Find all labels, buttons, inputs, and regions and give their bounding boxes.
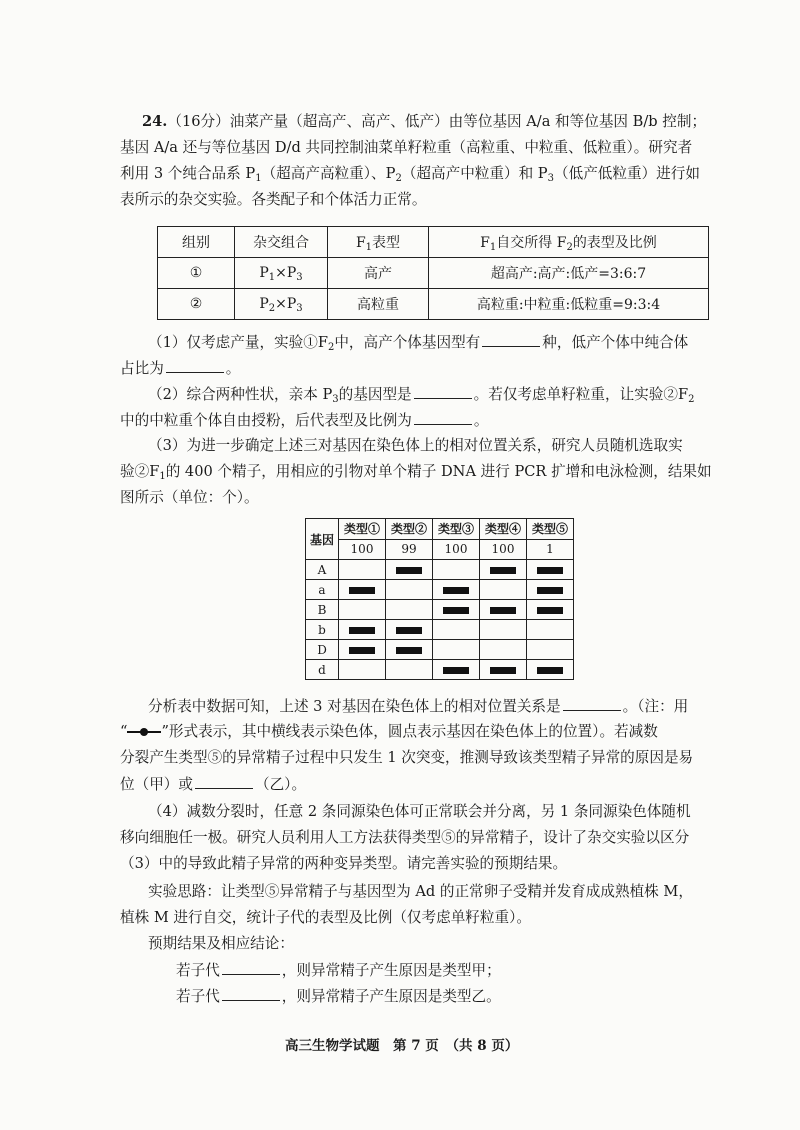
header-f1: $F_1$表型 <box>328 227 429 258</box>
f2-cell: 高粒重:中粒重:低粒重=9:3:4 <box>429 289 709 320</box>
answer-blank[interactable] <box>166 357 224 373</box>
band-cell <box>480 600 527 620</box>
gene-label: A <box>306 560 339 580</box>
count-cell: 100 <box>433 539 480 560</box>
part2-line-2: 中的中粒重个体自由授粉，后代表型及比例为 。 <box>120 409 489 432</box>
table-header-row <box>158 227 709 258</box>
band-cell <box>339 640 386 660</box>
band-cell <box>386 620 433 640</box>
gene-label: b <box>306 620 339 640</box>
answer-blank[interactable] <box>222 985 280 1001</box>
part2-line-1: （2）综合两种性状，亲本 $P_3$的基因型是 。若仅考虑单籽粒重，让实验$②F_2$ <box>148 383 694 406</box>
header-group: 组别 <box>158 227 235 258</box>
cross-cell: $P_2\times P_3$ <box>235 289 328 320</box>
band-cell <box>339 580 386 600</box>
band-mark <box>396 567 422 574</box>
band-cell <box>480 560 527 580</box>
band-mark <box>443 667 469 674</box>
part3-line-1: （3）为进一步确定上述三对基因在染色体上的相对位置关系，研究人员随机选取实 <box>148 437 683 454</box>
band-mark <box>349 587 375 594</box>
table-row <box>158 289 709 320</box>
question-score: （16分） <box>167 113 230 130</box>
gene-header: 基因 <box>306 519 339 560</box>
part3-line-2: 验$②F_1$的 400 个精子，用相应的引物对单个精子 DNA 进行 PCR 扩增和电泳检测，结果如 <box>120 463 712 482</box>
band-cell <box>527 560 574 580</box>
type-header: 类型⑤ <box>527 519 574 540</box>
pcr-result-table <box>305 518 574 680</box>
part4-line-4: 实验思路：让类型⑤异常精子与基因型为 Ad 的正常卵子受精并发育成成熟植株 M， <box>148 883 693 900</box>
band-cell <box>339 560 386 580</box>
band-cell <box>527 620 574 640</box>
page-footer: 高三生物学试题 第 7 页 （共 8 页） <box>285 1038 519 1054</box>
group-cell: ① <box>158 258 235 289</box>
group-cell: ② <box>158 289 235 320</box>
band-cell <box>480 660 527 680</box>
gene-row <box>306 600 574 620</box>
type-header: 类型③ <box>433 519 480 540</box>
band-cell <box>433 580 480 600</box>
gene-row <box>306 620 574 640</box>
expected-result-2: 若子代 ，则异常精子产生原因是类型乙。 <box>176 985 501 1008</box>
band-mark <box>490 567 516 574</box>
band-cell <box>433 660 480 680</box>
gene-row <box>306 580 574 600</box>
band-cell <box>433 620 480 640</box>
band-cell <box>386 580 433 600</box>
band-cell <box>339 600 386 620</box>
expected-result-1: 若子代 ，则异常精子产生原因是类型甲； <box>176 959 501 982</box>
part3-line-3: 图所示（单位：个）。 <box>120 489 259 506</box>
band-cell <box>433 560 480 580</box>
band-cell <box>386 560 433 580</box>
band-cell <box>386 640 433 660</box>
f1-cell: 高产 <box>328 258 429 289</box>
band-cell <box>480 640 527 660</box>
question-number: 24. <box>142 113 168 130</box>
question-intro-line-1: 24.（16分）油菜产量（超高产、高产、低产）由等位基因 A/a 和等位基因 B/b 控制； <box>142 113 707 130</box>
count-cell: 1 <box>527 539 574 560</box>
band-mark <box>490 607 516 614</box>
count-cell: 100 <box>480 539 527 560</box>
band-cell <box>527 640 574 660</box>
part4-line-1: （4）减数分裂时，任意 2 条同源染色体可正常联会并分离，另 1 条同源染色体随机 <box>148 803 691 820</box>
band-mark <box>396 627 422 634</box>
gene-label: a <box>306 580 339 600</box>
f2-cell: 超高产:高产:低产=3:6:7 <box>429 258 709 289</box>
part1-line-1: （1）仅考虑产量，实验$①F_2$中，高产个体基因型有 种，低产个体中纯合体 <box>148 331 688 354</box>
answer-blank[interactable] <box>195 773 253 789</box>
band-mark <box>537 607 563 614</box>
band-cell <box>480 620 527 640</box>
header-f2: $F_1$自交所得 $F_2$的表型及比例 <box>429 227 709 258</box>
band-cell <box>433 600 480 620</box>
part4-line-5: 植株 M 进行自交，统计子代的表型及比例（仅考虑单籽粒重）。 <box>120 909 531 926</box>
band-cell <box>480 580 527 600</box>
gene-label: B <box>306 600 339 620</box>
part4-line-2: 移向细胞任一极。研究人员利用人工方法获得类型⑤的异常精子，设计了杂交实验以区分 <box>120 829 690 846</box>
band-mark <box>537 667 563 674</box>
cross-experiment-table <box>157 226 709 320</box>
part4-line-6: 预期结果及相应结论： <box>148 935 294 952</box>
question-intro-line-3: 利用 3 个纯合品系 $P_1$（超高产高粒重）、$P_2$（超高产中粒重）和 $P_3$（低产低粒重）进行如 <box>120 165 700 184</box>
band-mark <box>443 587 469 594</box>
answer-blank[interactable] <box>222 959 280 975</box>
question-intro-line-4: 表所示的杂交实验。各类配子和个体活力正常。 <box>120 191 427 208</box>
analysis-line-4: 位（甲）或 （乙）。 <box>120 773 306 796</box>
band-cell <box>527 600 574 620</box>
header-cross: 杂交组合 <box>235 227 328 258</box>
band-cell <box>527 660 574 680</box>
band-mark <box>490 667 516 674</box>
part4-line-3: （3）中的导致此精子异常的两种变异类型。请完善实验的预期结果。 <box>120 855 568 872</box>
band-cell <box>386 660 433 680</box>
band-mark <box>396 647 422 654</box>
band-mark <box>537 587 563 594</box>
band-mark <box>349 647 375 654</box>
type-header: 类型④ <box>480 519 527 540</box>
band-cell <box>433 640 480 660</box>
types-header-row <box>306 519 574 540</box>
type-header: 类型② <box>386 519 433 540</box>
band-cell <box>339 620 386 640</box>
analysis-line-1: 分析表中数据可知，上述 3 对基因在染色体上的相对位置关系是 。（注：用 <box>148 695 688 718</box>
band-cell <box>386 600 433 620</box>
count-cell: 99 <box>386 539 433 560</box>
chromosome-symbol-icon <box>127 727 161 737</box>
gene-label: D <box>306 640 339 660</box>
counts-row <box>306 539 574 560</box>
type-header: 类型① <box>339 519 386 540</box>
gene-row <box>306 640 574 660</box>
analysis-line-2: “ ”形式表示，其中横线表示染色体，圆点表示基因在染色体上的位置）。若减数 <box>120 723 658 740</box>
part1-line-2: 占比为 。 <box>120 357 240 380</box>
band-mark <box>537 567 563 574</box>
f1-cell: 高粒重 <box>328 289 429 320</box>
answer-blank[interactable] <box>563 695 621 711</box>
gene-row <box>306 660 574 680</box>
band-mark <box>443 607 469 614</box>
band-cell <box>527 580 574 600</box>
answer-blank[interactable] <box>414 383 472 399</box>
count-cell: 100 <box>339 539 386 560</box>
cross-cell: $P_1\times P_3$ <box>235 258 328 289</box>
band-mark <box>349 627 375 634</box>
answer-blank[interactable] <box>414 409 472 425</box>
table-row <box>158 258 709 289</box>
band-cell <box>339 660 386 680</box>
answer-blank[interactable] <box>482 331 540 347</box>
gene-row <box>306 560 574 580</box>
analysis-line-3: 分裂产生类型⑤的异常精子过程中只发生 1 次突变，推测导致该类型精子异常的原因是易 <box>120 749 694 766</box>
gene-label: d <box>306 660 339 680</box>
question-intro-line-2: 基因 A/a 还与等位基因 D/d 共同控制油菜单籽粒重（高粒重、中粒重、低粒重）。研究者 <box>120 139 693 156</box>
